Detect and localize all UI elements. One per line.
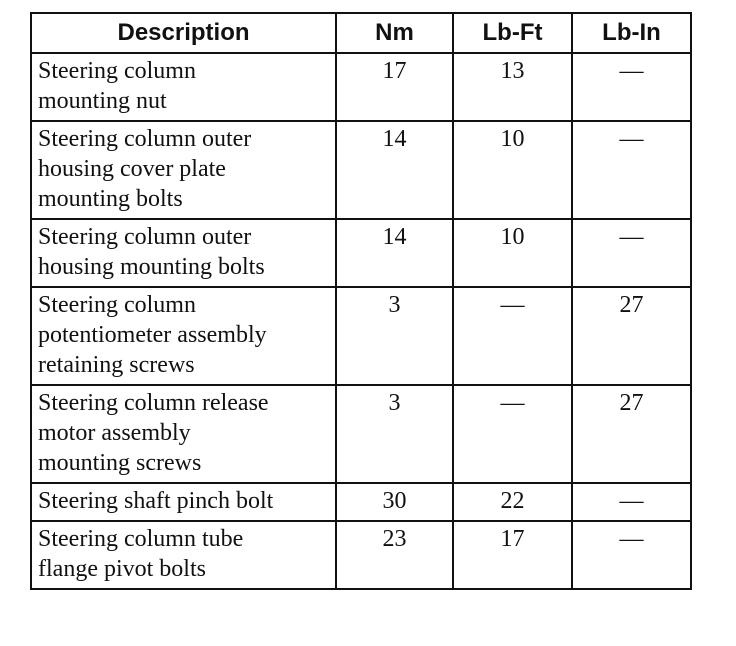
lb-in-cell: 27 [572, 385, 691, 483]
nm-cell: 14 [336, 219, 453, 287]
description-cell [31, 483, 336, 521]
table-row [31, 385, 691, 483]
description-line: mounting bolts [38, 186, 183, 212]
description-cell [31, 219, 336, 287]
nm-cell: 30 [336, 483, 453, 521]
description-line: mounting nut [38, 88, 167, 114]
table-row [31, 483, 691, 521]
table-row [31, 521, 691, 589]
description-cell [31, 385, 336, 483]
lb-ft-cell: 10 [453, 121, 572, 219]
nm-cell: 3 [336, 287, 453, 385]
lb-ft-cell: — [453, 385, 572, 483]
lb-in-cell: — [572, 53, 691, 121]
lb-in-cell: 27 [572, 287, 691, 385]
table-row [31, 53, 691, 121]
description-line: Steering column [38, 58, 196, 84]
header-nm: Nm [336, 13, 453, 53]
nm-cell: 17 [336, 53, 453, 121]
lb-ft-cell: 13 [453, 53, 572, 121]
description-line: housing mounting bolts [38, 254, 265, 280]
lb-in-cell: — [572, 121, 691, 219]
description-line: Steering column [38, 292, 196, 318]
lb-ft-cell: 17 [453, 521, 572, 589]
table-row [31, 121, 691, 219]
description-cell [31, 521, 336, 589]
description-cell [31, 287, 336, 385]
nm-cell: 14 [336, 121, 453, 219]
torque-spec-table [30, 12, 692, 590]
description-cell [31, 53, 336, 121]
table-row [31, 287, 691, 385]
description-cell [31, 121, 336, 219]
lb-ft-cell: 10 [453, 219, 572, 287]
description-line: Steering column release [38, 390, 269, 416]
lb-ft-cell: — [453, 287, 572, 385]
header-lb-in: Lb-In [572, 13, 691, 53]
description-line: housing cover plate [38, 156, 226, 182]
lb-ft-cell: 22 [453, 483, 572, 521]
description-line: mounting screws [38, 450, 202, 476]
lb-in-cell: — [572, 521, 691, 589]
nm-cell: 3 [336, 385, 453, 483]
header-description: Description [31, 13, 336, 53]
description-line: Steering column outer [38, 224, 252, 250]
lb-in-cell: — [572, 219, 691, 287]
nm-cell: 23 [336, 521, 453, 589]
description-line: flange pivot bolts [38, 556, 206, 582]
description-line: motor assembly [38, 420, 191, 446]
header-lb-ft: Lb-Ft [453, 13, 572, 53]
description-line: Steering column tube [38, 526, 244, 552]
table-row [31, 219, 691, 287]
description-line: Steering shaft pinch bolt [38, 488, 274, 514]
description-line: Steering column outer [38, 126, 252, 152]
lb-in-cell: — [572, 483, 691, 521]
description-line: potentiometer assembly [38, 322, 267, 348]
description-line: retaining screws [38, 352, 195, 378]
header-row [31, 13, 691, 53]
